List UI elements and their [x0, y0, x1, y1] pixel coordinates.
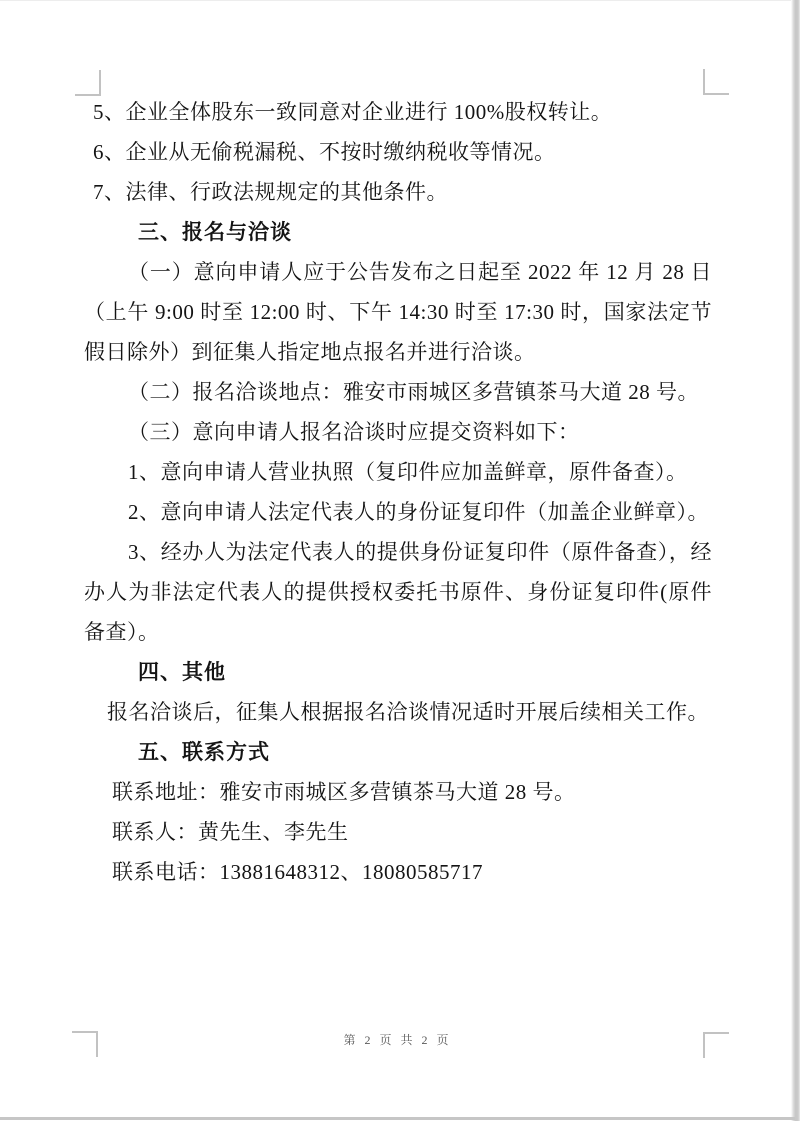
paragraph-3-2: （二）报名洽谈地点：雅安市雨城区多营镇茶马大道 28 号。 [128, 380, 699, 404]
material-item-3: 3、经办人为法定代表人的提供身份证复印件（原件备查），经办人为非法定代表人的提供授权委托书原件、身份证复印件(原件备查）。 [84, 540, 712, 644]
document-body [84, 92, 712, 892]
contact-address-line: 联系地址：雅安市雨城区多营镇茶马大道 28 号。 [112, 780, 576, 804]
contact-person-line: 联系人：黄先生、李先生 [112, 820, 349, 844]
contact-phone-line: 联系电话：13881648312、18080585717 [112, 860, 483, 884]
material-item-1: 1、意向申请人营业执照（复印件应加盖鲜章，原件备查）。 [128, 460, 688, 484]
paragraph-3-1: （一）意向申请人应于公告发布之日起至 2022 年 12 月 28 日（上午 9:00 时至 12:00 时、下午 14:30 时至 17:30 时，国家法定节假日除外）到征集人指定地点报名并进行洽谈。 [84, 260, 712, 364]
section-heading-4: 四、其他 [138, 660, 226, 684]
material-item-2: 2、意向申请人法定代表人的身份证复印件（加盖企业鲜章）。 [128, 500, 709, 524]
page-edge-right [791, 0, 800, 1121]
section-heading-5: 五、联系方式 [138, 740, 270, 764]
page-edge-bottom [0, 1117, 795, 1120]
list-item-5: 5、企业全体股东一致同意对企业进行 100%股权转让。 [93, 100, 613, 124]
section-heading-3: 三、报名与洽谈 [138, 220, 292, 244]
list-item-6: 6、企业从无偷税漏税、不按时缴纳税收等情况。 [93, 140, 556, 164]
paragraph-3-3: （三）意向申请人报名洽谈时应提交资料如下： [128, 420, 580, 444]
page-number: 第 2 页 共 2 页 [343, 1033, 452, 1047]
paragraph-4-1: 报名洽谈后，征集人根据报名洽谈情况适时开展后续相关工作。 [107, 700, 709, 724]
list-item-7: 7、法律、行政法规规定的其他条件。 [93, 180, 448, 204]
page-edge-top [0, 0, 800, 1]
